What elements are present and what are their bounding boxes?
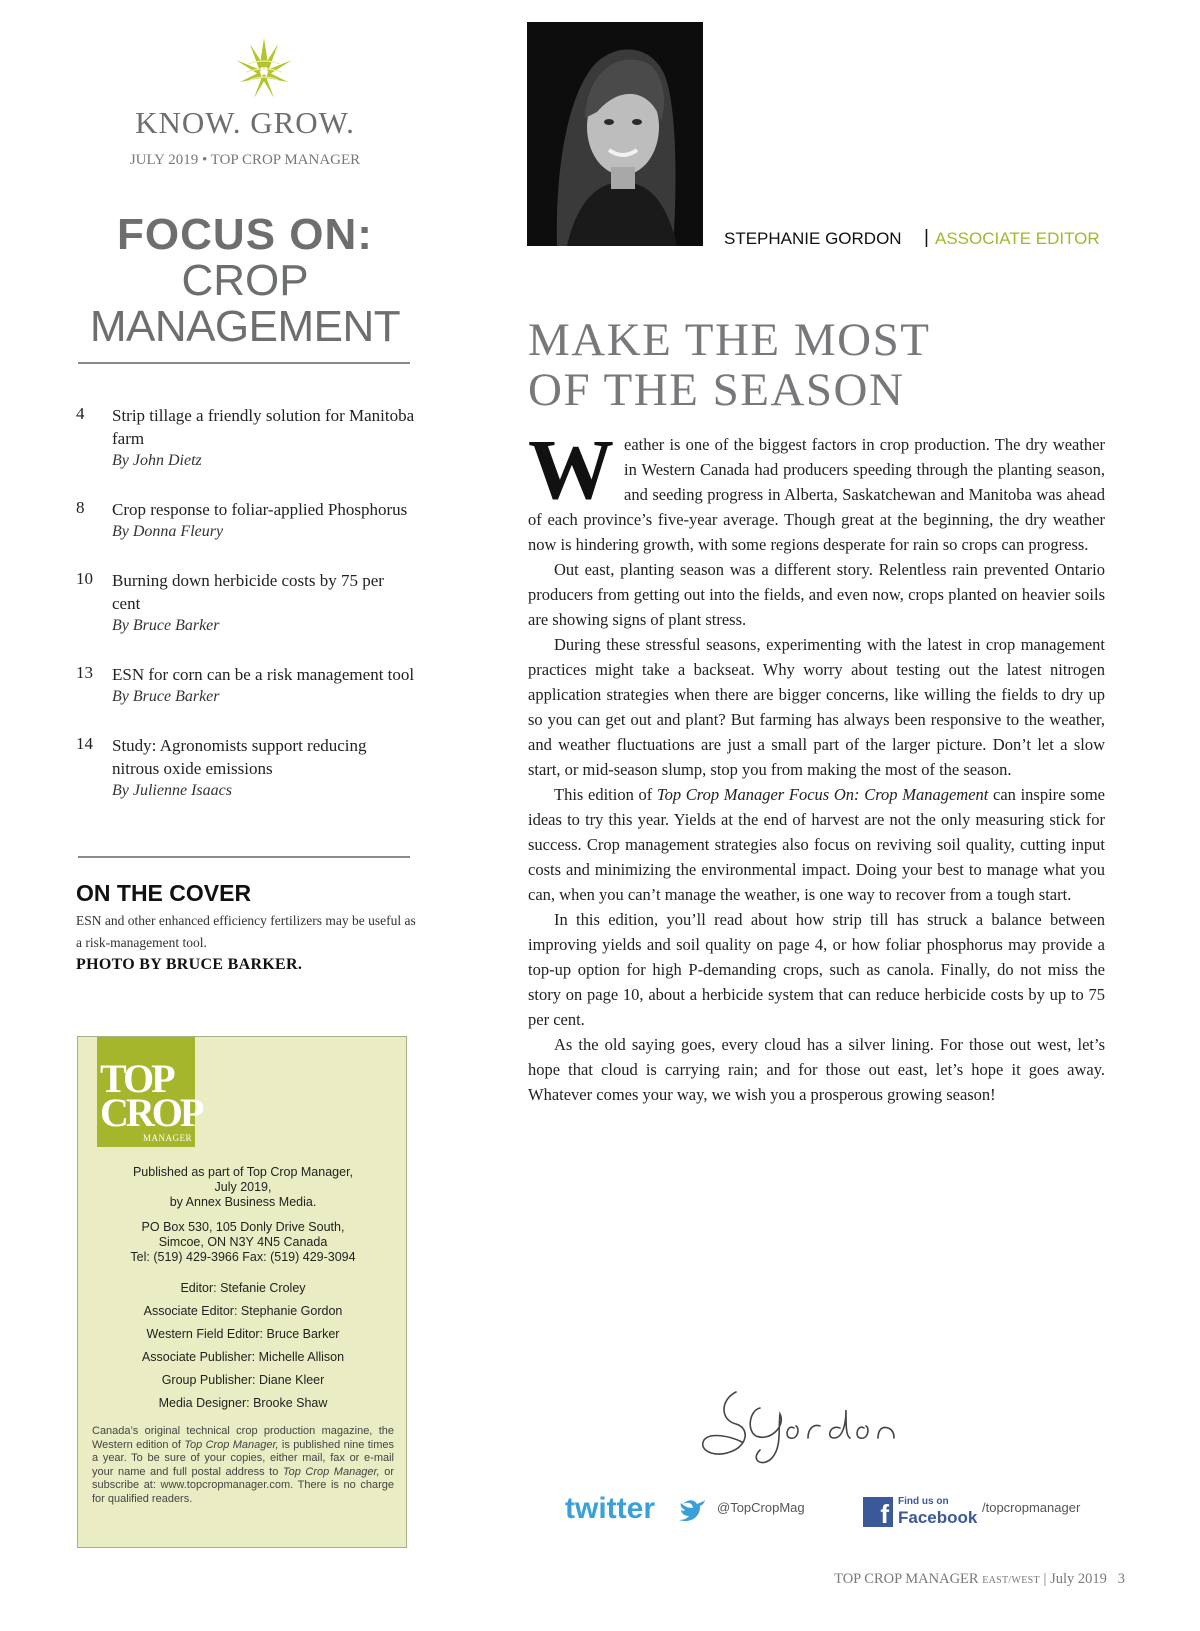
article-paragraph: In this edition, you’ll read about how strip till has struck a balance between improving yields and soil quality on page 4, or how foliar phosphorus may provide a top-up option for high P-demanding crops, such as canola. Finally, do not miss the story on page 10, about a herbicide system that can reduce herbicide costs by up to 75 per cent. — [528, 910, 1105, 1029]
toc-item[interactable] — [76, 663, 416, 708]
top-crop-manager-logo — [97, 1037, 202, 1147]
staff-line: Associate Editor: Stephanie Gordon — [143, 1304, 343, 1318]
toc-title: ESN for corn can be a risk management tool — [112, 665, 415, 684]
publication-title: Top Crop Manager Focus On: Crop Management — [656, 785, 989, 804]
facebook-icon[interactable]: f — [863, 1497, 893, 1527]
article-paragraph: During these stressful seasons, experimenting with the latest in crop management practices might take a backseat. Why worry about testing out the latest nitrogen application strategies when there are bigger concerns, like willing the fields to dry up so you can get out and plant? But farming has always been responsive to the weather, and weather fluctuations are just a small part of the larger picture. Don’t let a slow start, or mid-season slump, stop you from making the most of the season. — [528, 635, 1105, 779]
article-paragraph: As the old saying goes, every cloud has a silver lining. For those out west, let’s hope that cloud is carrying rain; and for those out east, let’s hope it goes away. Whatever comes your way, we wish you a prosperous growing season! — [528, 1035, 1105, 1104]
page-footer — [834, 1571, 1125, 1588]
footer-date: | July 2019 — [1043, 1571, 1107, 1587]
address-line: PO Box 530, 105 Donly Drive South, — [141, 1220, 345, 1234]
subscription-blurb — [92, 1425, 394, 1506]
toc-item[interactable] — [76, 404, 416, 472]
toc-author: By Donna Fleury — [112, 523, 224, 540]
toc-author: By Bruce Barker — [112, 688, 220, 705]
logo-text-crop: CROP — [100, 1090, 202, 1135]
blurb-text: Canada’s original technical crop production magazine, the Western edition of — [92, 1425, 394, 1451]
toc-page-number: 13 — [76, 663, 93, 682]
toc-author: By Julienne Isaacs — [112, 782, 232, 799]
portrait-photo — [527, 22, 703, 246]
toc-title: Strip tillage a friendly solution for Manitoba farm — [112, 406, 415, 448]
staff-line: Western Field Editor: Bruce Barker — [146, 1327, 340, 1341]
paragraph-text: can inspire some ideas to try this year. Yields at the end of harvest are not the only measuring stick for success. Crop management strategies also focus on reviving soil quality, cutting input costs and minimizing the environmental impact. Doing your best to manage what you can, when you can’t manage the weather, is one way to recover from a tough start. — [528, 785, 1106, 904]
paragraph-text: eather is one of the biggest factors in crop production. The dry weather in Western Canada had producers speeding through the planting season, and seeding progress in Alberta, Saskatchewan and Manitoba was ahead of each province’s five-year average. Though great at the beginning, the dry weather now is hindering growth, with some regions desperate for rain so crops can progress. — [528, 435, 1105, 554]
toc-title: Burning down herbicide costs by 75 per cent — [112, 571, 384, 613]
published-line: Published as part of Top Crop Manager, — [132, 1165, 354, 1179]
address-line: Simcoe, ON N3Y 4N5 Canada — [158, 1235, 328, 1249]
editor-signature — [690, 1380, 930, 1470]
twitter-logo-icon[interactable] — [565, 1490, 715, 1526]
twitter-handle[interactable]: @TopCropMag — [717, 1500, 805, 1515]
blurb-emphasis: Top Crop Manager, — [184, 1438, 279, 1451]
toc-item[interactable] — [76, 569, 416, 637]
staff-line: Editor: Stefanie Croley — [180, 1281, 306, 1295]
published-line: by Annex Business Media. — [169, 1195, 317, 1209]
toc-page-number: 4 — [76, 404, 85, 423]
facebook-find-us: Find us on — [898, 1496, 949, 1507]
footer-magazine: TOP CROP MANAGER — [834, 1571, 979, 1587]
article-headline — [528, 315, 1108, 415]
published-line: July 2019, — [214, 1180, 272, 1194]
toc-author: By John Dietz — [112, 452, 202, 469]
blurb-text: or subscribe at: www.topcropmanager.com. There is no charge for qualified readers. — [92, 1465, 394, 1505]
staff-line: Media Designer: Brooke Shaw — [158, 1396, 328, 1410]
toc-item[interactable] — [76, 498, 416, 543]
cover-photo-credit: PHOTO BY BRUCE BARKER. — [76, 956, 303, 973]
blurb-text: is published nine times a year. To be sure of your copies, either mail, fax or e-mail your name and full postal address to — [92, 1438, 395, 1478]
toc-title: Crop response to foliar-applied Phosphorus — [112, 500, 408, 519]
editor-separator: | — [924, 227, 929, 248]
headline-line: MAKE THE MOST — [528, 314, 931, 366]
editor-role: ASSOCIATE EDITOR — [935, 229, 1100, 248]
toc-title: Study: Agronomists support reducing nitrous oxide emissions — [112, 736, 367, 778]
cover-heading: ON THE COVER — [76, 880, 252, 906]
logo-text-top: TOP — [100, 1056, 173, 1101]
facebook-handle[interactable]: /topcropmanager — [982, 1500, 1081, 1515]
focus-subtitle-crop: CROP — [181, 256, 309, 305]
article-body — [528, 421, 1106, 1107]
article-paragraph — [528, 421, 1105, 557]
divider-rule — [78, 362, 410, 364]
phone-fax-line: Tel: (519) 429-3966 Fax: (519) 429-3094 — [130, 1250, 356, 1264]
issue-line: JULY 2019 • TOP CROP MANAGER — [129, 152, 361, 168]
drop-cap: W — [528, 421, 614, 517]
editor-name: STEPHANIE GORDON — [724, 229, 902, 248]
headline-line: OF THE SEASON — [528, 364, 905, 416]
focus-title: FOCUS ON: — [117, 210, 373, 259]
cover-text: ESN and other enhanced efficiency fertilizers may be useful as a risk-management tool. — [76, 913, 416, 950]
page-number: 3 — [1117, 1571, 1125, 1587]
focus-subtitle-management: MANAGEMENT — [89, 302, 401, 351]
toc-item[interactable] — [76, 734, 416, 802]
svg-text:twitter: twitter — [565, 1492, 655, 1525]
footer-edition: EAST/WEST — [982, 1575, 1040, 1586]
editor-portrait — [527, 22, 703, 246]
staff-line: Associate Publisher: Michelle Allison — [141, 1350, 345, 1364]
brand-tagline: KNOW. GROW. — [135, 105, 355, 140]
article-paragraph — [528, 782, 1105, 907]
masthead-info — [78, 1165, 408, 1415]
staff-line: Group Publisher: Diane Kleer — [161, 1373, 325, 1387]
focus-heading — [78, 212, 412, 350]
article-paragraph: Out east, planting season was a different story. Relentless rain prevented Ontario producers from getting out into the fields, and even now, crops planted on heavier soils are showing signs of plant stress. — [528, 560, 1105, 629]
toc-author: By Bruce Barker — [112, 617, 220, 634]
blurb-emphasis: Top Crop Manager, — [282, 1465, 380, 1478]
toc-page-number: 14 — [76, 734, 93, 753]
toc-page-number: 10 — [76, 569, 93, 588]
masthead-box — [77, 1036, 407, 1548]
logo-text-manager: MANAGER — [142, 1133, 192, 1143]
facebook-wordmark[interactable]: Facebook — [898, 1508, 978, 1527]
toc-page-number: 8 — [76, 498, 85, 517]
table-of-contents — [76, 404, 416, 828]
paragraph-text: This edition of — [554, 785, 657, 804]
wheat-star-icon — [228, 34, 300, 102]
divider-rule — [78, 856, 410, 858]
